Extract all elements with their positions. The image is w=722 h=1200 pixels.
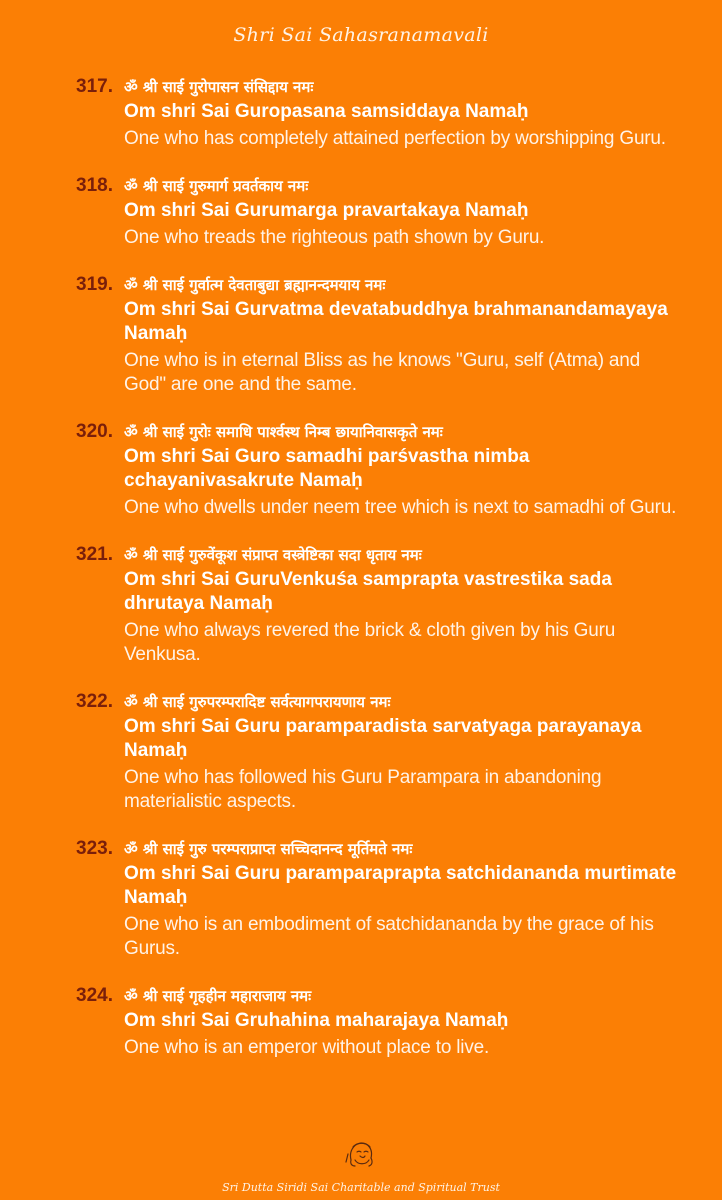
meaning-text: One who is in eternal Bliss as he knows "Guru, self (Atma) and God" are one and the same.: [124, 350, 641, 395]
transliteration-line: Om shri Sai Guropasana samsiddaya Namaḥ: [124, 101, 529, 122]
entry-324: [0, 983, 722, 1060]
sanskrit-line: ॐ श्री साई गुर्वात्म देवताबुद्या ब्रह्मानन्दमयाय नमः: [124, 276, 386, 294]
transliteration-line: Om shri Sai GuruVenkuśa samprapta vastrestika sada dhrutaya Namaḥ: [124, 569, 612, 614]
meaning-text: One who is an embodiment of satchidananda by the grace of his Gurus.: [124, 914, 654, 959]
sanskrit-line: ॐ श्री साई गुरोः समाधि पार्श्वस्थ निम्ब छायानिवासकृते नमः: [124, 423, 443, 441]
entry-number: 322.: [76, 691, 113, 712]
entry-number: 319.: [76, 274, 113, 295]
sanskrit-line: ॐ श्री साई गुरुमार्ग प्रवर्तकाय नमः: [124, 177, 309, 195]
entry-number: 324.: [76, 985, 113, 1006]
meaning-text: One who treads the righteous path shown by Guru.: [124, 227, 545, 248]
page-title: Shri Sai Sahasranamavali: [233, 24, 489, 46]
entry-319: [0, 272, 722, 397]
meaning-text: One who has completely attained perfection by worshipping Guru.: [124, 128, 666, 149]
sanskrit-line: ॐ श्री साई गुरुपरम्परादिष्ट सर्वत्यागपरायणाय नमः: [124, 693, 391, 711]
entry-number: 318.: [76, 175, 113, 196]
meaning-text: One who has followed his Guru Parampara in abandoning materialistic aspects.: [124, 767, 602, 812]
entry-number: 323.: [76, 838, 113, 859]
transliteration-line: Om shri Sai Gurvatma devatabuddhya brahmanandamayaya Namaḥ: [124, 299, 668, 344]
transliteration-line: Om shri Sai Gurumarga pravartakaya Namaḥ: [124, 200, 529, 221]
entry-number: 320.: [76, 421, 113, 442]
entry-323: [0, 836, 722, 961]
entry-321: [0, 542, 722, 667]
entry-318: [0, 173, 722, 250]
meaning-text: One who always revered the brick & cloth given by his Guru Venkusa.: [124, 620, 616, 665]
sanskrit-line: ॐ श्री साई गुरुवेंकूश संप्राप्त वस्त्रेष्टिका सदा धृताय नमः: [124, 546, 422, 564]
sanskrit-line: ॐ श्री साई गुरु परम्पराप्राप्त सच्चिदानन्द मूर्तिमते नमः: [124, 840, 413, 858]
entry-list: [0, 74, 722, 1114]
footer: [0, 1138, 722, 1194]
meaning-text: One who dwells under neem tree which is next to samadhi of Guru.: [124, 497, 677, 518]
entry-320: [0, 419, 722, 520]
transliteration-line: Om shri Sai Guru paramparadista sarvatyaga parayanaya Namaḥ: [124, 716, 642, 761]
transliteration-line: Om shri Sai Guro samadhi parśvastha nimba cchayanivasakrute Namaḥ: [124, 446, 530, 491]
trust-name: Sri Dutta Siridi Sai Charitable and Spiritual Trust: [222, 1181, 500, 1194]
sanskrit-line: ॐ श्री साई गुरोपासन संसिद्दाय नमः: [124, 78, 314, 96]
sai-baba-portrait-icon: [343, 1138, 379, 1168]
sanskrit-line: ॐ श्री साई गृहहीन महाराजाय नमः: [124, 987, 312, 1005]
transliteration-line: Om shri Sai Gruhahina maharajaya Namaḥ: [124, 1010, 509, 1031]
transliteration-line: Om shri Sai Guru paramparaprapta satchidananda murtimate Namaḥ: [124, 863, 677, 908]
entry-322: [0, 689, 722, 814]
entry-number: 317.: [76, 76, 113, 97]
entry-number: 321.: [76, 544, 113, 565]
entry-317: [0, 74, 722, 151]
meaning-text: One who is an emperor without place to live.: [124, 1037, 490, 1058]
